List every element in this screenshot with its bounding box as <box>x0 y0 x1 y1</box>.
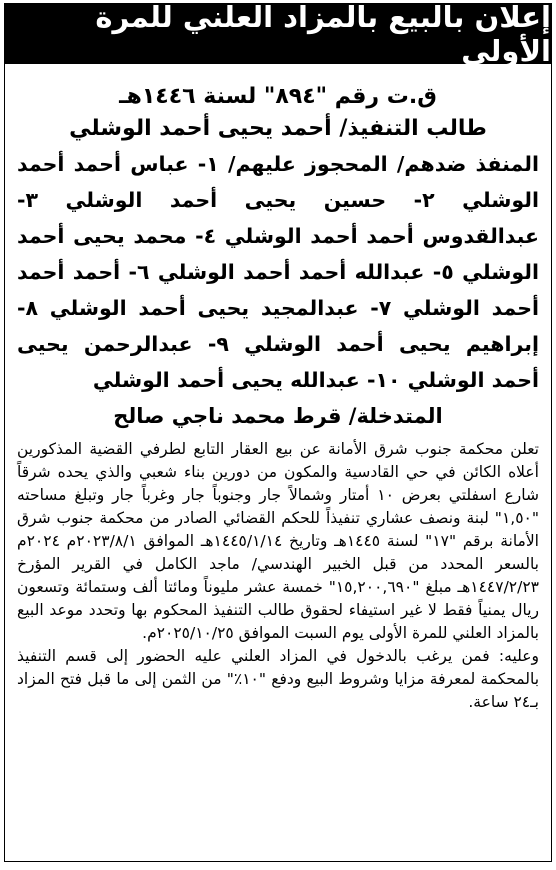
announcement-body <box>5 434 551 714</box>
body-paragraph-participation: وعليه: فمن يرغب بالدخول في المزاد العلني عليه الحضور إلى قسم التنفيذ بالمحكمة لمعرفة مزايا وشروط البيع ودفع "١٠٪" من الثمن إلى ما قبل فتح المزاد بـ٢٤ ساعة. <box>17 647 540 711</box>
announcement-banner <box>5 0 551 68</box>
defendants-list: المنفذ ضدهم/ المحجوز عليهم/ ١- عباس أحمد أحمد الوشلي ٢- حسين يحيى أحمد الوشلي ٣- عبدالقدوس أحمد أحمد الوشلي ٤- محمد يحيى أحمد الوشلي ٥- عبدالله أحمد أحمد الوشلي ٦- أحمد أحمد أحمد الوشلي ٧- عبدالمجيد يحيى أحمد الوشلي ٨- إبراهيم يحيى أحمد الوشلي ٩- عبدالرحمن يحيى أحمد الوشلي ١٠- عبدالله يحيى أحمد الوشلي <box>17 152 540 392</box>
intervener-line: المتدخلة/ قرط محمد ناجي صالح <box>113 404 443 428</box>
case-heading <box>5 64 551 146</box>
announcement-page <box>4 0 552 862</box>
announcement-title: إعلان بالبيع بالمزاد العلني للمرة الأولى <box>95 0 551 68</box>
case-number: ق.ت رقم "٨٩٤" لسنة ١٤٤٦هـ <box>119 84 437 109</box>
applicant-line: طالب التنفيذ/ أحمد يحيى أحمد الوشلي <box>69 116 487 141</box>
body-paragraph-sale-details: تعلن محكمة جنوب شرق الأمانة عن بيع العقار التابع لطرفي القضية المذكورين أعلاه الكائن في حي القادسية والمكون من دورين بناء شعبي والذي يحده شرقاً شارع اسفلتي بعرض ١٠ أمتار وشمالاً جار وجنوباً جار وغرباً جار وتبلغ مساحته "١,٥٠" لبنة ونصف عشاري تنفيذاً للحكم القضائي الصادر من محكمة جنوب شرق الأمانة برقم "١٧" لسنة ١٤٤٥هـ وتاريخ ١٤٤٥/١/١٤هـ الموافق ٢٠٢٣/٨/١م ٢٠٢٤م بالسعر المحدد من قبل الخبير الهندسي/ ماجد الكامل في القرير المؤرخ ١٤٤٧/٢/٢٣هـ مبلغ "١٥,٢٠٠,٦٩٠" خمسة عشر مليوناً ومائتا ألف وستمائة وتسعون ريال يمنياً فقط لا غير استيفاء لحقوق طالب التنفيذ المحكوم بها وتحدد موعد البيع بالمزاد العلني للمرة الأولى يوم السبت الموافق ٢٠٢٥/١٠/٢٥م. <box>17 440 540 642</box>
